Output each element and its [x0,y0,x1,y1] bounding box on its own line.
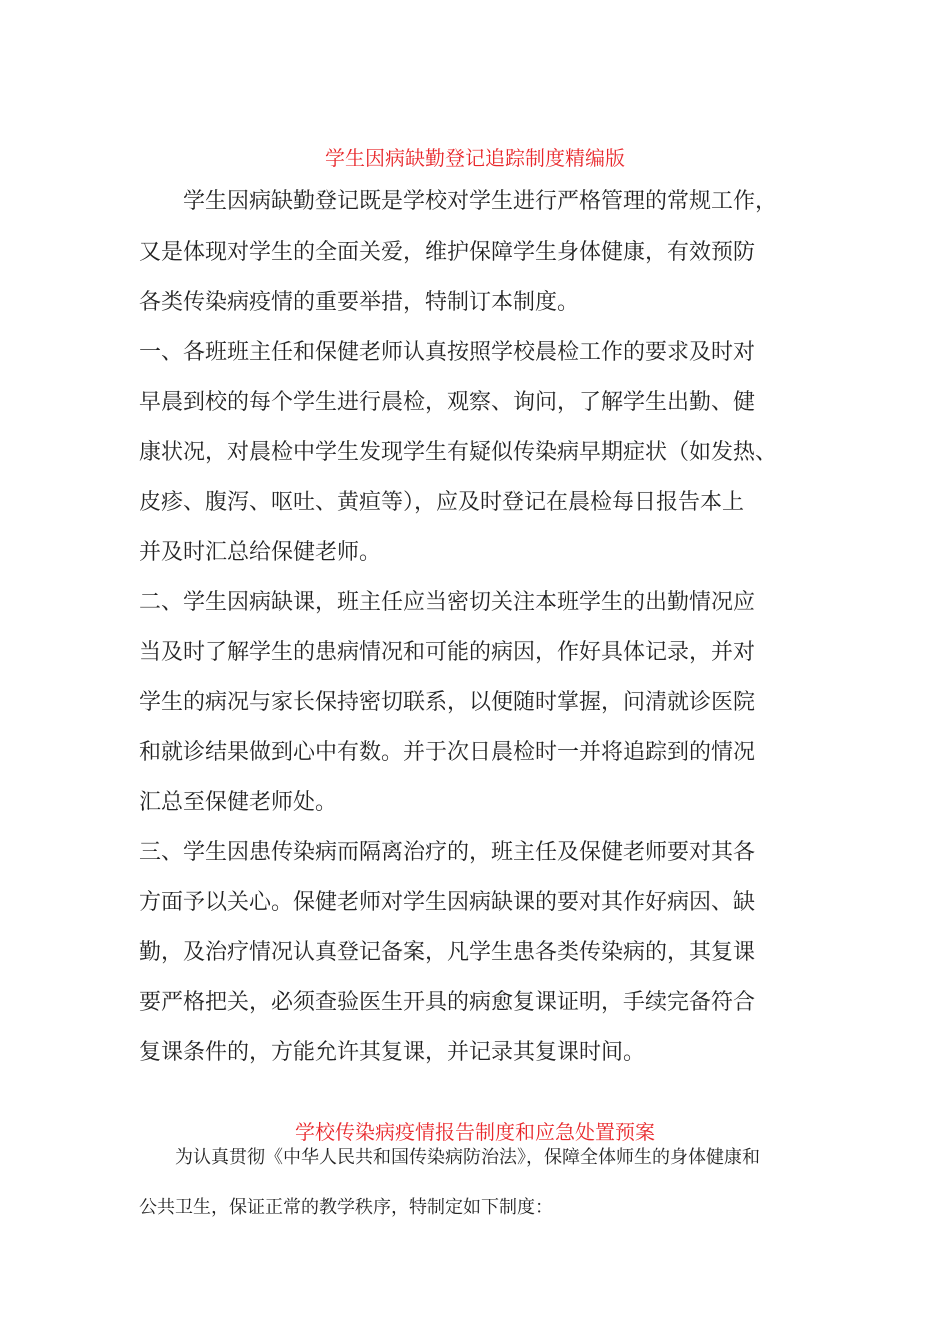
body-line: 早晨到校的每个学生进行晨检，观察、询问，了解学生出勤、健 [139,390,756,415]
body-line: 各类传染病疫情的重要举措，特制订本制度。 [139,290,580,315]
body-line: 汇总至保健老师处。 [139,790,338,815]
body-line: 勤，及治疗情况认真登记备案，凡学生患各类传染病的，其复课 [139,940,756,965]
body-line: 一、各班班主任和保健老师认真按照学校晨检工作的要求及时对 [139,340,756,365]
body-line: 和就诊结果做到心中有数。并于次日晨检时一并将追踪到的情况 [139,740,756,765]
body-line: 三、学生因患传染病而隔离治疗的，班主任及保健老师要对其各 [139,840,756,865]
body-line: 学生因病缺勤登记既是学校对学生进行严格管理的常规工作， [139,189,778,214]
body-line: 为认真贯彻《中华人民共和国传染病防治法》，保障全体师生的身体健康和 [139,1147,760,1168]
body-line: 公共卫生，保证正常的教学秩序，特制定如下制度： [139,1197,553,1218]
body-line: 皮疹、腹泻、呕吐、黄疸等），应及时登记在晨检每日报告本上 [139,490,745,515]
body-line: 二、学生因病缺课，班主任应当密切关注本班学生的出勤情况应 [139,590,756,615]
body-line: 康状况，对晨检中学生发现学生有疑似传染病早期症状（如发热、 [139,440,778,465]
document-title: 学生因病缺勤登记追踪制度精编版 [325,146,625,170]
body-line: 又是体现对学生的全面关爱，维护保障学生身体健康，有效预防 [139,240,756,265]
body-line: 复课条件的，方能允许其复课，并记录其复课时间。 [139,1040,646,1065]
section-title: 学校传染病疫情报告制度和应急处置预案 [295,1120,655,1144]
body-line: 学生的病况与家长保持密切联系，以便随时掌握，问清就诊医院 [139,690,756,715]
body-line: 方面予以关心。保健老师对学生因病缺课的要对其作好病因、缺 [139,890,756,915]
body-line: 并及时汇总给保健老师。 [139,540,382,565]
body-line: 要严格把关，必须查验医生开具的病愈复课证明，手续完备符合 [139,990,756,1015]
body-line: 当及时了解学生的患病情况和可能的病因，作好具体记录，并对 [139,640,756,665]
